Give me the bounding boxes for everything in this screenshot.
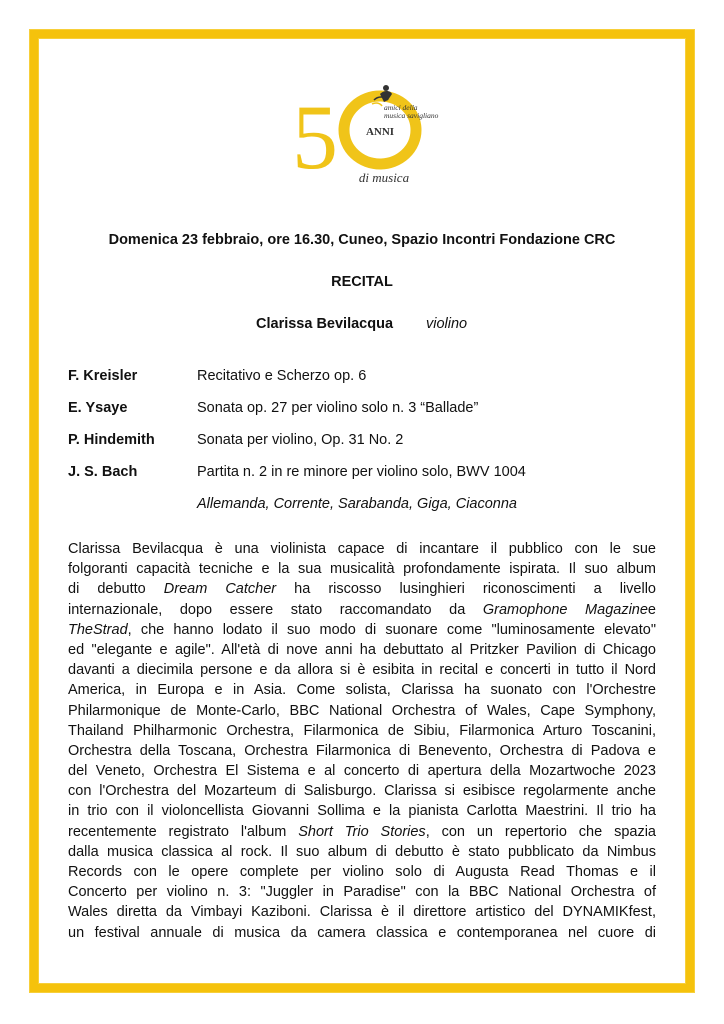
program-movements	[68, 496, 668, 528]
bio-line: con l'Orchestra del Mozarteum di Salisburgo. Clarissa si esibisce regolarmente anche	[68, 783, 656, 800]
program-item	[68, 464, 668, 496]
bio-line: del Veneto, Orchestra El Sistema e al concerto di apertura della Mozartwoche 2023	[68, 763, 656, 780]
program-work: Recitativo e Scherzo op. 6	[197, 368, 367, 384]
bio-line: internazionale, dopo essere stato raccomandato da Gramophone Magazinee	[68, 601, 656, 618]
bio-line: Wales diretta da Vimbayi Kaziboni. Clarissa è il direttore artistico del DYNAMIKfest,	[68, 904, 656, 921]
logo-anni: ANNI	[365, 126, 395, 138]
performer-instrument: violino	[426, 316, 468, 332]
bio-line: ed "elegante e agile". All'età di nove anni ha debuttato al Pritzker Pavilion di Chicago	[68, 641, 656, 658]
logo-org-line1: amici della	[384, 103, 418, 112]
program-item	[68, 400, 668, 432]
event-type: RECITAL	[331, 274, 393, 290]
program-composer: E. Ysaye	[68, 400, 128, 416]
program-composer: P. Hindemith	[68, 432, 155, 448]
bio-line: di debutto Dream Catcher ha riscosso lusinghieri riconoscimenti a livello	[68, 581, 656, 598]
anniversary-logo	[288, 80, 448, 190]
bio-line: un festival annuale di musica da camera classica e contemporanea nel cuore di	[68, 924, 656, 941]
bio-line: Clarissa Bevilacqua è una violinista capace di incantare il pubblico con le sue	[68, 541, 656, 557]
bio-title-italic: Short Trio Stories	[298, 823, 426, 840]
bio-title-italic: Gramophone Magazine	[482, 601, 648, 618]
bio-line: folgoranti capacità tecniche e la sua musicalità profondamente ispirata. Il suo album	[68, 561, 656, 578]
bio-line: Philarmonique de Monte-Carlo, BBC National Orchestra of Wales, Cape Symphony,	[68, 702, 656, 719]
bio-line: Records con le opere complete per violino solo di Augusta Read Thomas e il	[68, 864, 656, 880]
logo-five: 5	[292, 86, 338, 188]
logo-tagline: di musica	[358, 170, 410, 185]
program-movements-list: Allemanda, Corrente, Sarabanda, Giga, Ciaconna	[197, 496, 517, 512]
program-work: Partita n. 2 in re minore per violino solo, BWV 1004	[197, 464, 526, 480]
program-composer: J. S. Bach	[68, 464, 138, 480]
bio-line: Orchestra della Toscana, Orchestra Filarmonica di Benevento, Orchestra di Padova e	[68, 742, 656, 759]
bio-line: in trio con il violoncellista Giovanni Sollima e la pianista Carlotta Maestrini. Il trio ha	[68, 803, 656, 820]
bio-line: dalla musica classica al rock. Il suo album di debutto è stato pubblicato da Nimbus	[68, 843, 656, 860]
program-list	[68, 368, 668, 528]
logo-org-line2: musica savigliano	[384, 111, 439, 120]
bio-line: davanti a diecimila persone e da allora si è esibita in recital e concerti in tutto il Nord	[68, 662, 656, 679]
bio-line: TheStrad, che hanno lodato il suo modo di suonare come "luminosamente elevato"	[68, 621, 656, 638]
program-composer: F. Kreisler	[68, 368, 138, 384]
program-work: Sonata op. 27 per violino solo n. 3 “Ballade”	[197, 400, 479, 416]
program-work: Sonata per violino, Op. 31 No. 2	[197, 432, 404, 448]
bio-line: Thailand Philharmonic Orchestra, Filarmonica de Sibiu, Filarmonica Arturo Toscanini,	[68, 722, 656, 739]
event-datetime-place: Domenica 23 febbraio, ore 16.30, Cuneo, Spazio Incontri Fondazione CRC	[108, 232, 616, 248]
performer-name: Clarissa Bevilacqua	[256, 316, 394, 332]
bio-line: Concerto per violino n. 3: "Juggler in Paradise" con la BBC National Orchestra of	[68, 884, 656, 901]
program-item	[68, 368, 668, 400]
program-item	[68, 432, 668, 464]
bio-title-italic: Dream Catcher	[163, 581, 277, 598]
bio-title-italic: TheStrad	[68, 621, 128, 638]
biography	[68, 539, 656, 943]
bio-line: recentemente registrato l'album Short Trio Stories, con un repertorio che spazia	[68, 823, 656, 840]
bio-line: America, in Europa e in Asia. Come solista, Clarissa ha suonato con l'Orchestre	[68, 682, 656, 699]
